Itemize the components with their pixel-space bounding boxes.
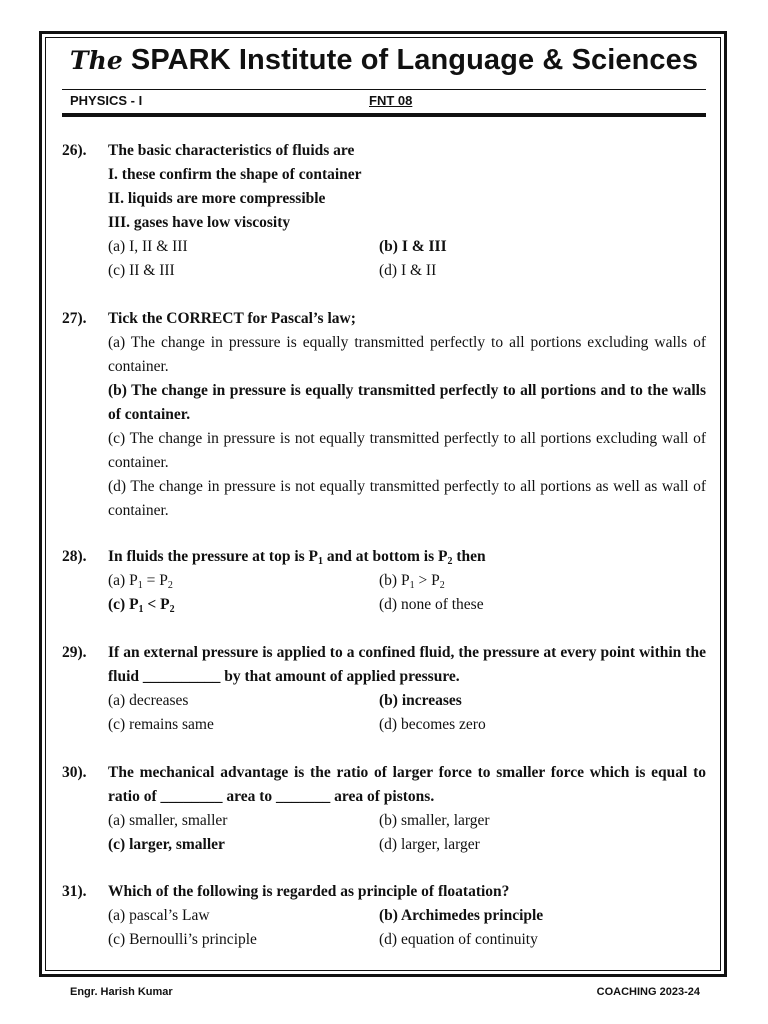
option-c: (c) The change in pressure is not equally transmitted perfectly to all portions excluding wall of container. <box>108 430 706 471</box>
option-c: (c) remains same <box>108 716 214 733</box>
question-31 <box>62 880 706 952</box>
option-c: (c) II & III <box>108 262 175 279</box>
statement-1: I. these confirm the shape of container <box>108 166 362 183</box>
subject-label: PHYSICS - I <box>70 93 143 108</box>
page-title <box>0 44 768 77</box>
question-stem: If an external pressure is applied to a confined fluid, the pressure at every point within the fluid __________ by that amount of applied pressure. <box>108 644 706 685</box>
option-d: (d) becomes zero <box>379 716 486 733</box>
option-b: (b) increases <box>379 692 462 709</box>
option-a: (a) $P_1 = P_2$ <box>108 572 173 591</box>
question-29 <box>62 641 706 737</box>
option-d: (d) none of these <box>379 596 484 613</box>
question-stem: In fluids the pressure at top is $P_1$ and at bottom is $P_2$ then <box>108 548 486 567</box>
statement-2: II. liquids are more compressible <box>108 190 326 207</box>
question-number: 29). <box>62 644 87 661</box>
question-stem: Which of the following is regarded as principle of floatation? <box>108 883 510 900</box>
institute-name: SPARK Institute of Language & Sciences <box>130 44 699 76</box>
question-28 <box>62 545 706 617</box>
header-rule <box>62 113 706 117</box>
option-b: (b) $P_1 > P_2$ <box>379 572 445 591</box>
option-b: (b) The change in pressure is equally transmitted perfectly to all portions and to the walls of container. <box>108 382 706 423</box>
option-c: (c) larger, smaller <box>108 836 225 853</box>
question-number: 27). <box>62 310 87 327</box>
question-stem: Tick the CORRECT for Pascal’s law; <box>108 310 356 327</box>
option-b: (b) smaller, larger <box>379 812 490 829</box>
question-number: 31). <box>62 883 87 900</box>
question-number: 28). <box>62 548 87 565</box>
option-d: (d) equation of continuity <box>379 931 538 948</box>
statement-3: III. gases have low viscosity <box>108 214 291 231</box>
option-a: (a) smaller, smaller <box>108 812 228 829</box>
question-26 <box>62 139 706 283</box>
option-d: (d) larger, larger <box>379 836 480 853</box>
header-divider <box>62 89 706 90</box>
question-stem: The basic characteristics of fluids are <box>108 142 355 159</box>
test-code: FNT 08 <box>369 93 413 108</box>
option-c: (c) $P_1 < P_2$ <box>108 596 175 615</box>
question-number: 26). <box>62 142 87 159</box>
option-d: (d) The change in pressure is not equally transmitted perfectly to all portions as well as wall of container. <box>108 478 706 519</box>
question-stem: The mechanical advantage is the ratio of larger force to smaller force which is equal to ratio of ________ area to _______ area of pistons. <box>108 764 706 805</box>
question-27 <box>62 307 706 523</box>
footer-author: Engr. Harish Kumar <box>70 986 173 998</box>
question-number: 30). <box>62 764 87 781</box>
option-b: (b) I & III <box>379 238 447 255</box>
question-30 <box>62 761 706 857</box>
option-d: (d) I & II <box>379 262 437 279</box>
option-a: (a) pascal’s Law <box>108 907 210 924</box>
footer-session: COACHING 2023-24 <box>596 986 700 998</box>
option-b: (b) Archimedes principle <box>379 907 544 924</box>
option-a: (a) The change in pressure is equally transmitted perfectly to all portions excluding walls of container. <box>108 334 706 375</box>
option-c: (c) Bernoulli’s principle <box>108 931 257 948</box>
option-a: (a) decreases <box>108 692 189 709</box>
option-a: (a) I, II & III <box>108 238 188 255</box>
title-prefix: The <box>69 46 123 75</box>
